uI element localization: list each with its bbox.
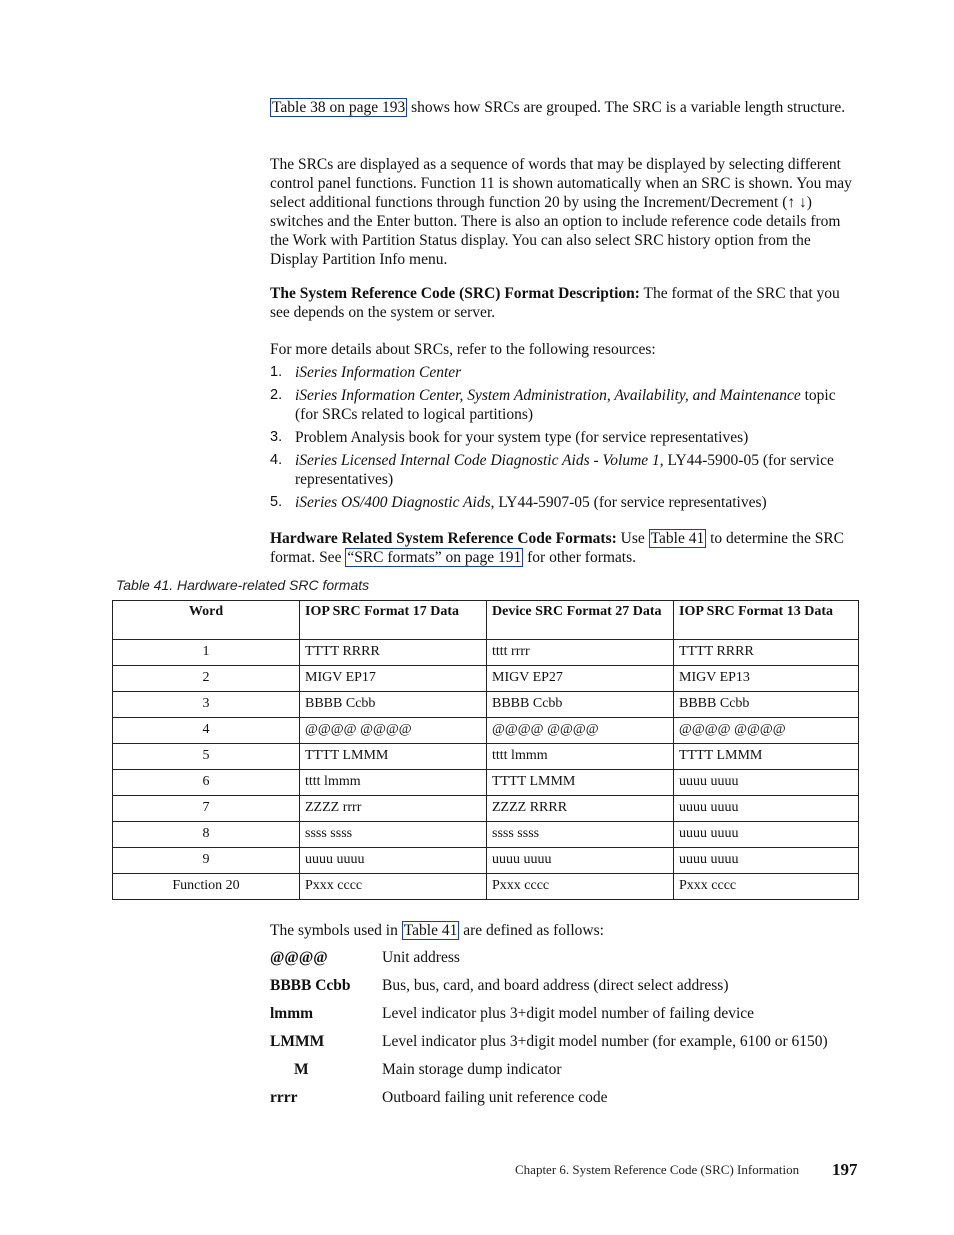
table-cell: 9 [113,848,300,874]
table-row [113,796,859,822]
table-cell: 8 [113,822,300,848]
table-cell: ZZZZ rrrr [300,796,487,822]
definition-text: Level indicator plus 3+digit model number (for example, 6100 or 6150) [382,1033,828,1050]
table-cell: TTTT LMMM [674,744,859,770]
table-cell: uuuu uuuu [674,848,859,874]
table-cell: TTTT LMMM [300,744,487,770]
definition-term: M [294,1061,309,1078]
table-41-link[interactable]: Table 41 [650,530,705,547]
table-cell: Pxxx cccc [674,874,859,900]
table-cell: tttt lmmm [487,744,674,770]
table-cell: 7 [113,796,300,822]
table-caption: Table 41. Hardware-related SRC formats [116,577,370,593]
table-cell: TTTT RRRR [674,640,859,666]
list-item-number: 4. [270,452,283,468]
table-cell: @@@@ @@@@ [300,718,487,744]
symbols-text-2: are defined as follows: [459,922,604,939]
table-body [113,640,859,900]
list-item-number: 1. [270,364,283,380]
page-number: 197 [832,1160,858,1179]
hardware-formats-paragraph [270,529,860,567]
table-row [113,770,859,796]
definition-row [270,1060,860,1079]
table-row [113,718,859,744]
column-header: Word [113,601,300,640]
definition-text: Main storage dump indicator [382,1061,562,1078]
table-cell: BBBB Ccbb [674,692,859,718]
table-cell: 6 [113,770,300,796]
definition-row [270,976,860,995]
definition-text: Outboard failing unit reference code [382,1089,608,1106]
table-cell: 2 [113,666,300,692]
table-cell: TTTT LMMM [487,770,674,796]
table-cell: uuuu uuuu [674,770,859,796]
intro-paragraph-1 [270,98,860,117]
src-formats-link[interactable]: “SRC formats” on page 191 [347,549,522,566]
table-cell: MIGV EP17 [300,666,487,692]
table-cell: BBBB Ccbb [487,692,674,718]
hardware-text-3: for other formats. [523,549,637,566]
format-description-paragraph [270,284,860,322]
column-header: Device SRC Format 27 Data [487,601,674,640]
intro-p1-text: shows how SRCs are grouped. The SRC is a variable length structure. [407,99,846,116]
table-cell: 4 [113,718,300,744]
page-footer-chapter: Chapter 6. System Reference Code (SRC) Information [515,1162,800,1177]
table-38-link[interactable]: Table 38 on page 193 [272,99,406,116]
table-cell: MIGV EP27 [487,666,674,692]
list-item [270,428,860,447]
table-row [113,848,859,874]
src-formats-table [112,600,859,900]
symbols-intro [270,921,860,940]
list-item [270,493,860,512]
definition-row [270,948,860,967]
list-item [270,363,860,382]
definition-text: Bus, bus, card, and board address (direct select address) [382,977,729,994]
table-row [113,744,859,770]
definition-term: BBBB Ccbb [270,977,351,994]
table-cell: tttt rrrr [487,640,674,666]
table-cell: uuuu uuuu [674,796,859,822]
definition-row [270,1088,860,1107]
intro-paragraph-2 [270,155,860,269]
definition-row [270,1004,860,1023]
table-row [113,666,859,692]
format-description-text: The format of the SRC that you see depends on the system or server. [270,285,840,321]
resources-section [270,340,860,516]
table-41-link[interactable]: Table 41 [403,922,458,939]
hardware-formats-heading: Hardware Related System Reference Code Formats: [270,530,617,547]
resource-text: , LY44-5900-05 (for service representatives) [295,452,834,488]
list-item-number: 2. [270,387,283,403]
table-cell: uuuu uuuu [300,848,487,874]
column-header: IOP SRC Format 17 Data [300,601,487,640]
list-item-number: 5. [270,494,283,510]
resource-title: iSeries Information Center, System Administration, Availability, and Maintenance [295,387,801,404]
table-cell: BBBB Ccbb [300,692,487,718]
table-cell: @@@@ @@@@ [674,718,859,744]
table-cell: Function 20 [113,874,300,900]
definition-row [270,1032,860,1051]
list-item [270,451,860,489]
resources-intro: For more details about SRCs, refer to the following resources: [270,341,656,358]
column-header: IOP SRC Format 13 Data [674,601,859,640]
table-cell: MIGV EP13 [674,666,859,692]
resource-title: iSeries OS/400 Diagnostic Aids [295,494,491,511]
table-cell: 1 [113,640,300,666]
table-cell: uuuu uuuu [487,848,674,874]
resource-text: topic (for SRCs related to logical partitions) [295,387,836,423]
symbol-definitions [270,948,860,1116]
table-header-row [113,601,859,640]
definition-term: rrrr [270,1089,298,1106]
hardware-text-1: Use [616,530,649,547]
hardware-text-2: to determine the SRC format. See [270,530,844,566]
table-cell: Pxxx cccc [300,874,487,900]
table-cell: Pxxx cccc [487,874,674,900]
definition-text: Unit address [382,949,460,966]
table-row [113,692,859,718]
definition-term: @@@@ [270,949,328,966]
table-cell: ssss ssss [300,822,487,848]
resource-text: Problem Analysis book for your system type (for service representatives) [295,429,749,446]
intro-p2-text: The SRCs are displayed as a sequence of words that may be displayed by selecting different control panel functions. Function 11 is shown automatically when an SRC is shown. You may select additional functions through function 20 by using the Increment/Decrement (↑ ↓) switches and the Enter button. There is also an option to include reference code details from the Work with Partition Status display. You can also select SRC history option from the Display Partition Info menu. [270,156,852,268]
symbols-text-1: The symbols used in [270,922,402,939]
list-item [270,386,860,424]
table-cell: tttt lmmm [300,770,487,796]
table-cell: 5 [113,744,300,770]
definition-term: LMMM [270,1033,325,1050]
resources-list [270,363,860,512]
definition-text: Level indicator plus 3+digit model number of failing device [382,1005,755,1022]
definition-term: lmmm [270,1005,314,1022]
table-cell: @@@@ @@@@ [487,718,674,744]
table-cell: 3 [113,692,300,718]
table-cell: ZZZZ RRRR [487,796,674,822]
list-item-number: 3. [270,429,283,445]
table-cell: uuuu uuuu [674,822,859,848]
table-cell: ssss ssss [487,822,674,848]
table-row [113,822,859,848]
table-row [113,640,859,666]
table-row [113,874,859,900]
table-cell: TTTT RRRR [300,640,487,666]
resource-title: iSeries Licensed Internal Code Diagnostic Aids - Volume 1 [295,452,660,469]
resource-text: , LY44-5907-05 (for service representatives) [490,494,767,511]
format-description-heading: The System Reference Code (SRC) Format Description: [270,285,640,302]
resource-title: iSeries Information Center [295,364,462,381]
